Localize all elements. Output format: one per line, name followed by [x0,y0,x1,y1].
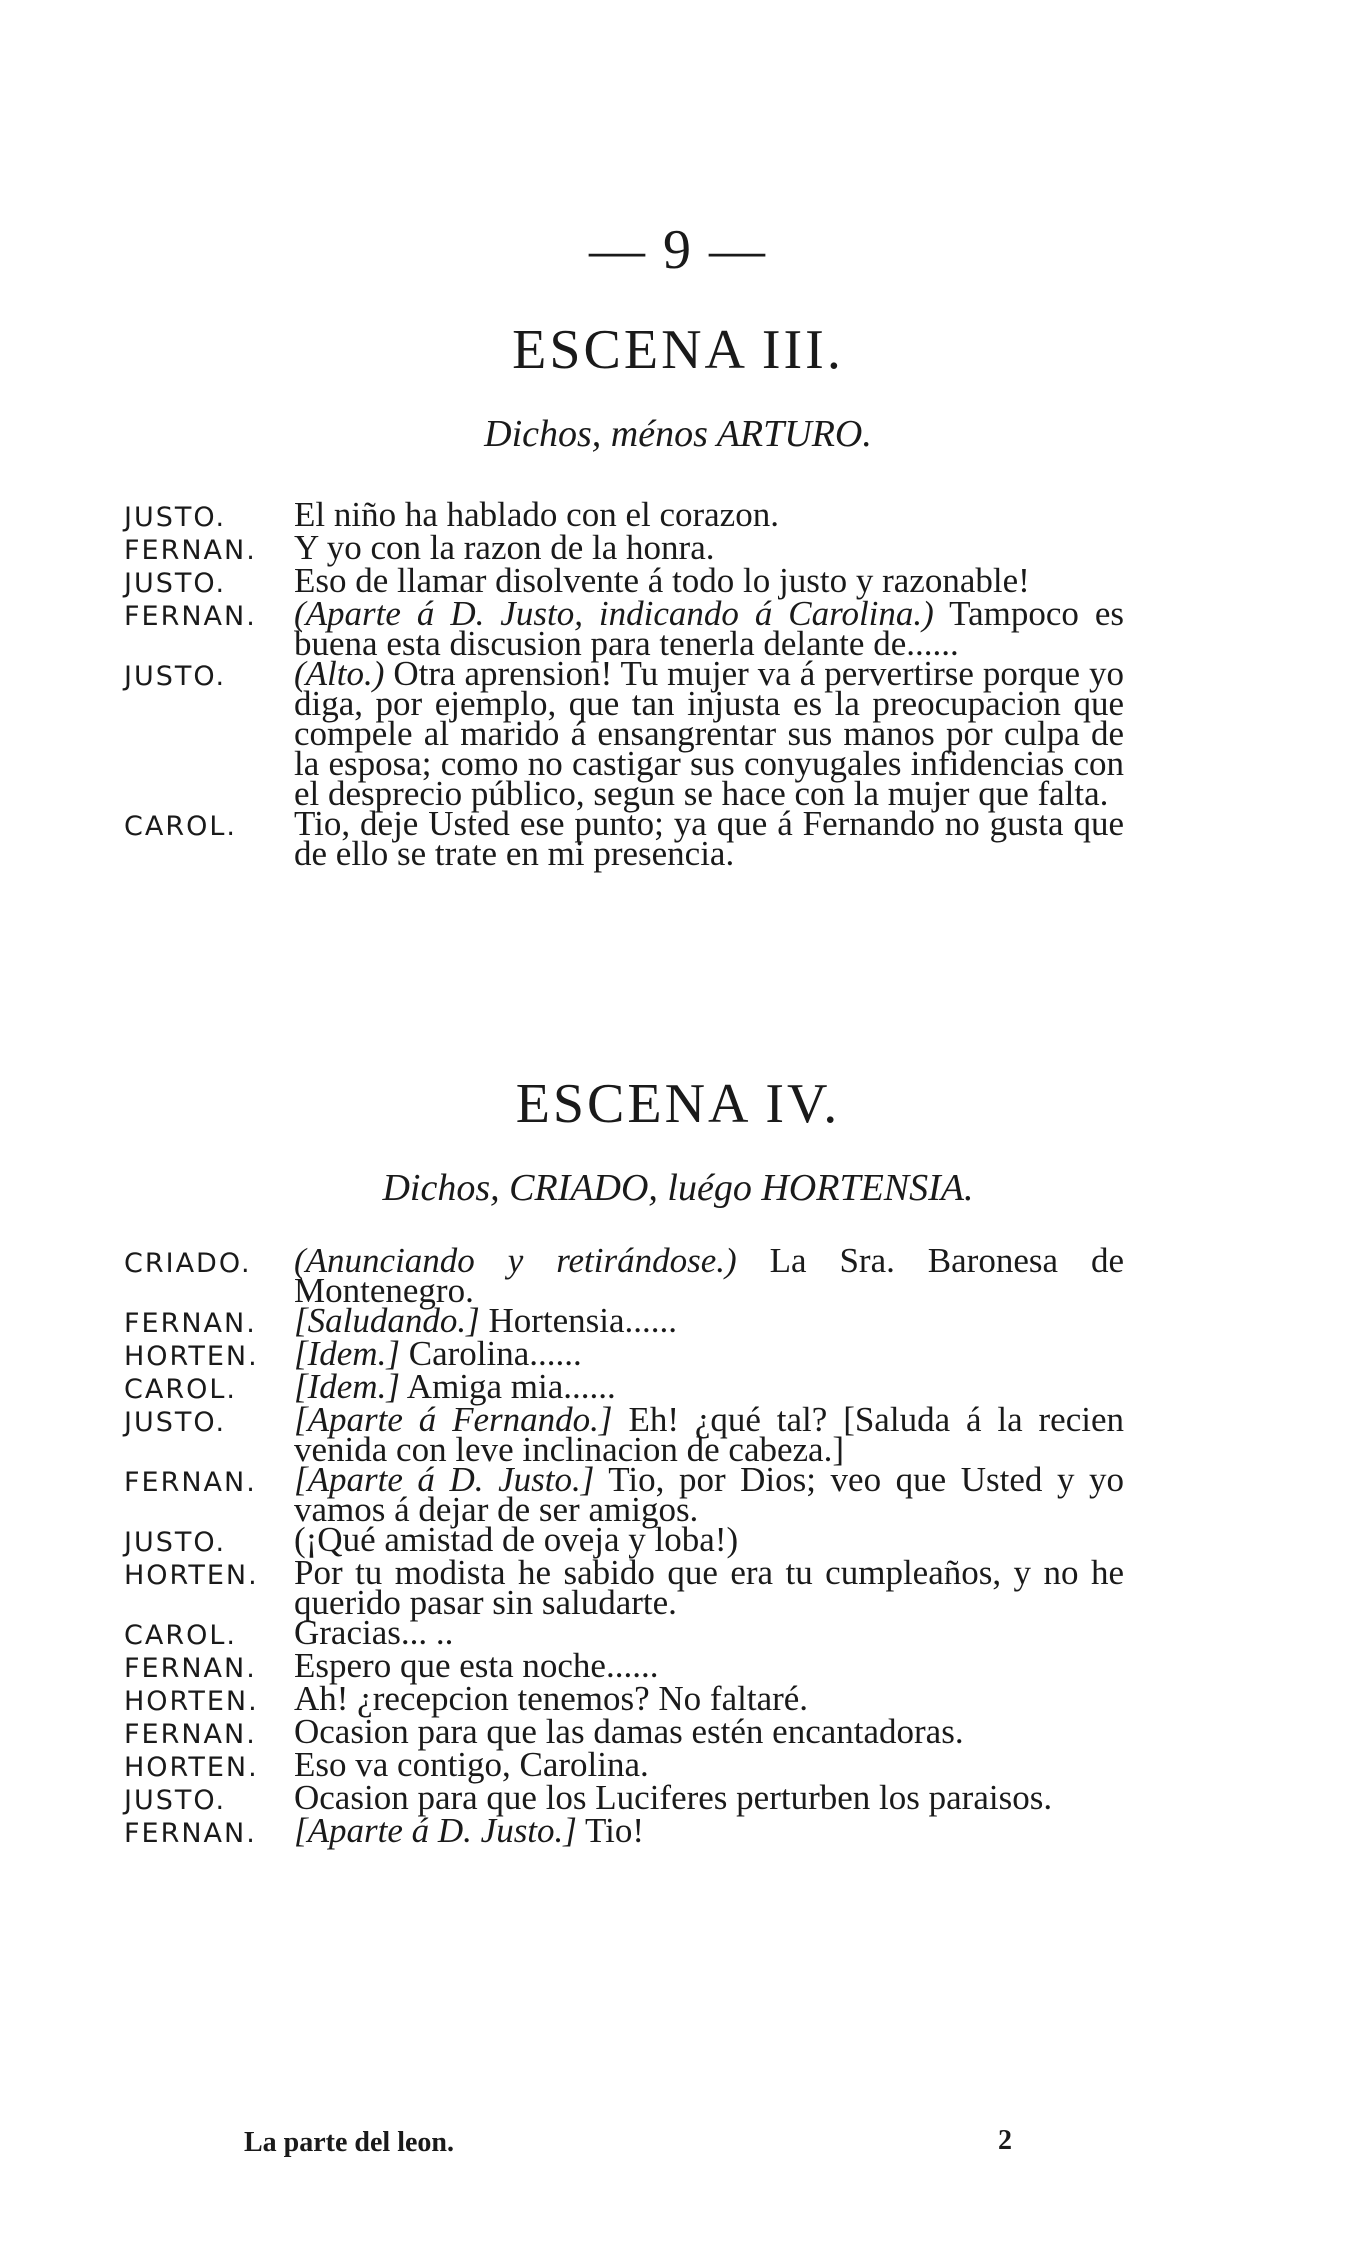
speaker-name: FERNAN. [124,1719,257,1750]
speech-text: [Saludando.] Hortensia...... [294,1301,678,1340]
scene-3-cast: Dichos, ménos ARTURO. [484,413,872,455]
speaker-name: FERNAN. [124,601,257,632]
scene-3-title: ESCENA III. [512,319,844,381]
scene-4-title: ESCENA IV. [515,1073,841,1135]
speaker-name: JUSTO. [124,568,227,599]
speech-text: (Aparte á D. Justo, indicando á Carolina.) Tampoco es buena esta discusion para tenerla delante de...... [294,594,1124,663]
stage-direction: [Aparte á Fernando.] [294,1400,613,1439]
page-number: — 9 — [589,219,767,281]
stage-direction: (Anunciando y retirándose.) [294,1241,737,1280]
speech-text: [Idem.] Carolina...... [294,1334,582,1373]
speaker-name: JUSTO. [124,1407,227,1438]
dialogue-line [124,804,1124,873]
footer-signature-mark: 2 [998,2125,1012,2156]
speaker-name: JUSTO. [124,1785,227,1816]
speech-text: [Aparte á D. Justo.] Tio! [294,1811,645,1850]
dialogue-line [124,1334,1124,1373]
stage-direction: [Aparte á D. Justo.] [294,1811,577,1850]
speech-text: Gracias... .. [294,1613,454,1652]
speech-text: [Idem.] Amiga mia...... [294,1367,616,1406]
dialogue-line [124,1811,1124,1850]
dialogue-line [124,1460,1125,1529]
dialogue-line [124,594,1124,663]
stage-direction: (Alto.) [294,654,385,693]
scene-4-cast: Dichos, CRIADO, luégo HORTENSIA. [382,1167,974,1209]
dialogue-line [124,1553,1124,1622]
speech-text: Eso de llamar disolvente á todo lo justo y razonable! [294,561,1030,600]
stage-direction: [Idem.] [294,1334,400,1373]
speech-text: Espero que esta noche...... [294,1646,659,1685]
speech-text: (Alto.) Otra aprension! Tu mujer va á pervertirse porque yo diga, por ejemplo, que tan injusta es la preocupacion que compele al marido á ensangrentar sus manos por culpa de la esposa; como no castigar sus conyugales infidencias con el desprecio público, segun se hace con la mujer que falta. [294,654,1125,813]
speaker-name: JUSTO. [124,1527,227,1558]
speech-text: El niño ha hablado con el corazon. [294,495,779,534]
speech-text: Tio, deje Usted ese punto; ya que á Fernando no gusta que de ello se trate en mi presencia. [294,804,1124,873]
speech-text: Ocasion para que las damas estén encantadoras. [294,1712,964,1751]
speech-text: Eso va contigo, Carolina. [294,1745,649,1784]
speech-text: (Anunciando y retirándose.) La Sra. Baronesa de Montenegro. [294,1241,1124,1310]
speaker-name: JUSTO. [124,502,227,533]
dialogue-line [124,654,1125,813]
footer-running-title: La parte del leon. [244,2127,454,2158]
speaker-name: FERNAN. [124,1467,257,1498]
speaker-name: HORTEN. [124,1752,259,1783]
speech-text: Ocasion para que los Luciferes perturben los paraisos. [294,1778,1053,1817]
dialogue-line [124,1241,1124,1310]
speech-text: (¡Qué amistad de oveja y loba!) [294,1520,739,1559]
speech-text: Ah! ¿recepcion tenemos? No faltaré. [294,1679,809,1718]
speaker-name: FERNAN. [124,535,257,566]
speaker-name: HORTEN. [124,1341,259,1372]
speaker-name: FERNAN. [124,1818,257,1849]
speech-text: [Aparte á Fernando.] Eh! ¿qué tal? [Saluda á la recien venida con leve inclinacion de cabeza.] [294,1400,1125,1469]
speech-text: Y yo con la razon de la honra. [294,528,715,567]
speaker-name: JUSTO. [124,661,227,692]
speaker-name: CAROL. [124,811,237,842]
speaker-name: HORTEN. [124,1686,259,1717]
speaker-name: FERNAN. [124,1308,257,1339]
stage-direction: (Aparte á D. Justo, indicando á Carolina.) [294,594,934,633]
dialogue-line [124,1400,1125,1469]
stage-direction: [Saludando.] [294,1301,480,1340]
speaker-name: FERNAN. [124,1653,257,1684]
speech-text: Por tu modista he sabido que era tu cumpleaños, y no he querido pasar sin saludarte. [294,1553,1124,1622]
scene-3-dialogue [124,495,1125,873]
speaker-name: HORTEN. [124,1560,259,1591]
speaker-name: CAROL. [124,1620,237,1651]
scene-4-dialogue [124,1241,1125,1850]
speaker-name: CRIADO. [124,1248,252,1279]
stage-direction: [Idem.] [294,1367,400,1406]
speech-text: [Aparte á D. Justo.] Tio, por Dios; veo que Usted y yo vamos á dejar de ser amigos. [294,1460,1125,1529]
stage-direction: [Aparte á D. Justo.] [294,1460,595,1499]
dialogue-line [124,1301,1124,1340]
speaker-name: CAROL. [124,1374,237,1405]
